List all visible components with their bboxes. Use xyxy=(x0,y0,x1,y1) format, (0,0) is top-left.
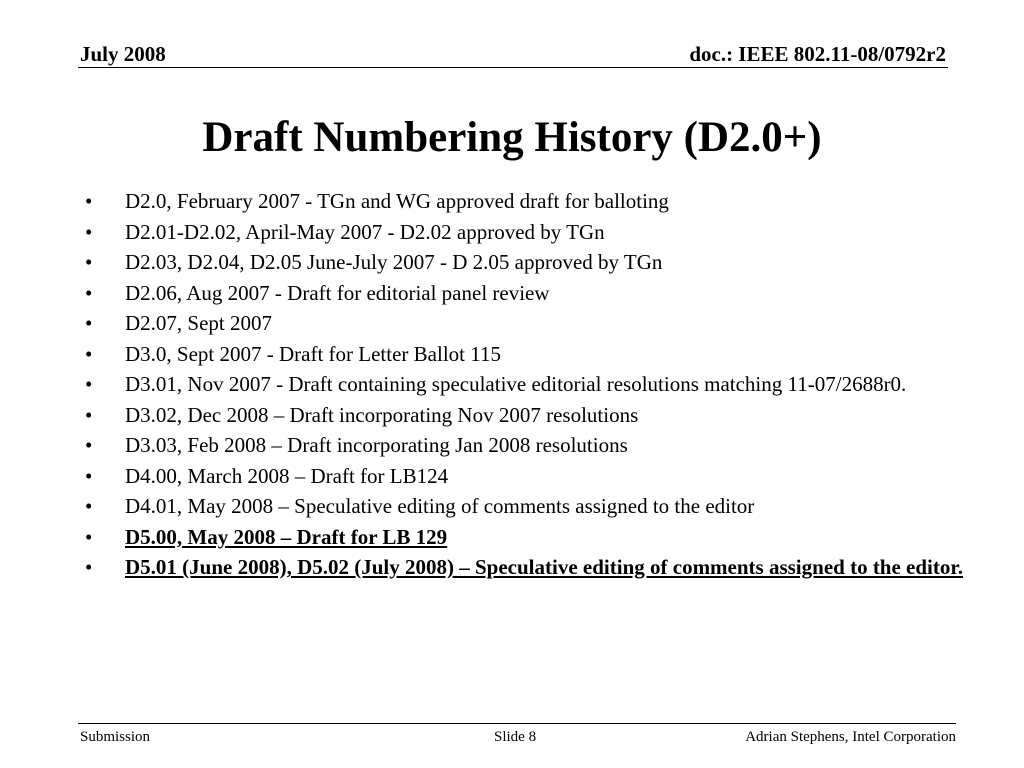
header-rule xyxy=(78,67,948,68)
bullet-icon: • xyxy=(85,280,93,305)
bullet-text: D3.03, Feb 2008 – Draft incorporating Jan 2008 resolutions xyxy=(125,433,628,457)
bullet-item xyxy=(85,342,965,366)
bullet-item xyxy=(85,250,965,274)
bullet-text: D3.02, Dec 2008 – Draft incorporating Nov 2007 resolutions xyxy=(125,402,639,427)
bullet-icon: • xyxy=(85,402,93,427)
footer-submission: Submission xyxy=(80,729,151,745)
bullet-item xyxy=(85,494,965,518)
bullet-icon: • xyxy=(85,311,93,335)
bullet-item xyxy=(85,220,965,244)
bullet-icon: • xyxy=(85,463,93,488)
header-date: July 2008 xyxy=(80,42,166,66)
bullet-text: D2.0, February 2007 - TGn and WG approved draft for balloting xyxy=(125,189,669,213)
bullet-icon: • xyxy=(85,555,93,579)
bullet-item xyxy=(85,189,965,213)
bullet-icon: • xyxy=(85,341,93,366)
bullet-text: D2.06, Aug 2007 - Draft for editorial panel review xyxy=(125,280,550,305)
bullet-icon: • xyxy=(85,189,93,213)
bullet-item xyxy=(85,372,965,396)
bullet-list xyxy=(85,189,965,586)
bullet-icon: • xyxy=(85,494,93,518)
bullet-text: D3.01, Nov 2007 - Draft containing speculative editorial resolutions matching 11-07/2688r0. xyxy=(125,372,907,396)
bullet-icon: • xyxy=(85,219,93,244)
bullet-item xyxy=(85,311,965,335)
bullet-item xyxy=(85,403,965,427)
bullet-item xyxy=(85,464,965,488)
bullet-text: D4.00, March 2008 – Draft for LB124 xyxy=(125,463,449,488)
bullet-icon: • xyxy=(85,250,93,274)
footer-author: Adrian Stephens, Intel Corporation xyxy=(745,729,956,745)
bullet-text: D2.07, Sept 2007 xyxy=(125,311,272,335)
bullet-text: D5.01 (June 2008), D5.02 (July 2008) – Speculative editing of comments assigned to the editor. xyxy=(125,555,964,579)
footer-rule xyxy=(78,723,956,724)
bullet-text: D4.01, May 2008 – Speculative editing of comments assigned to the editor xyxy=(125,494,755,518)
bullet-icon: • xyxy=(85,372,93,396)
bullet-text: D3.0, Sept 2007 - Draft for Letter Ballot 115 xyxy=(125,341,501,366)
bullet-text: D2.03, D2.04, D2.05 June-July 2007 - D 2.05 approved by TGn xyxy=(125,250,663,274)
bullet-item-emphasized xyxy=(85,555,965,579)
bullet-item-emphasized xyxy=(85,525,965,549)
footer-slide-number: Slide 8 xyxy=(494,729,537,745)
bullet-item xyxy=(85,281,965,305)
bullet-item xyxy=(85,433,965,457)
bullet-icon: • xyxy=(85,433,93,457)
bullet-icon: • xyxy=(85,524,93,549)
bullet-text: D2.01-D2.02, April-May 2007 - D2.02 approved by TGn xyxy=(125,219,605,244)
header-doc-id: doc.: IEEE 802.11-08/0792r2 xyxy=(689,42,946,66)
bullet-text: D5.00, May 2008 – Draft for LB 129 xyxy=(125,524,448,549)
slide-title: Draft Numbering History (D2.0+) xyxy=(202,114,822,161)
